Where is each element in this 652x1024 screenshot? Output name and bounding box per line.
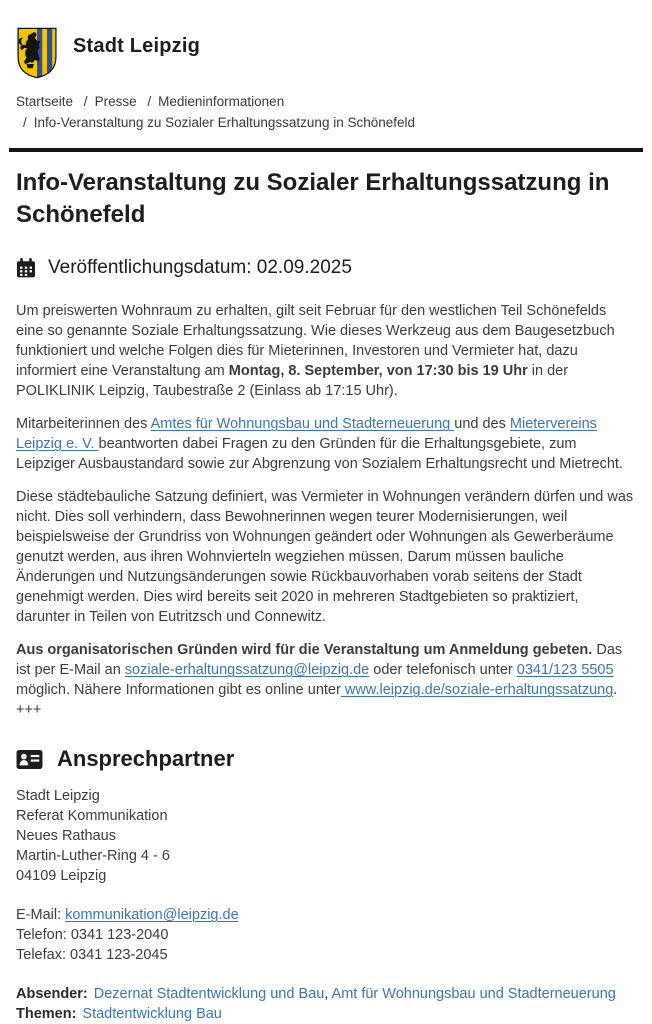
paragraph-text: beantworten dabei Fragen zu den Gründen für die Erhaltungsgebiete, zum Leipziger Ausbaustandard sowie zur Abgrenzung von Sozialem Erhaltungsrecht und Mietrecht. bbox=[16, 436, 623, 473]
paragraph-text: möglich. Nähere Informationen gibt es online unter bbox=[16, 682, 341, 699]
breadcrumb-item-presse bbox=[77, 94, 137, 109]
breadcrumb-separator: / bbox=[23, 114, 27, 130]
address-line: Neues Rathaus bbox=[16, 828, 116, 845]
page bbox=[0, 0, 652, 134]
paragraph-text: . +++ bbox=[16, 682, 618, 719]
breadcrumb-current-page: Info-Veranstaltung zu Sozialer Erhaltungssatzung in Schönefeld bbox=[33, 114, 416, 130]
publish-date bbox=[48, 257, 352, 279]
header-divider bbox=[9, 148, 643, 152]
fax-line: Telefax: 0341 123-2045 bbox=[16, 947, 168, 964]
site-header bbox=[16, 0, 636, 79]
link-email-erhaltungssatzung[interactable]: soziale-erhaltungssatzung@leipzig.de bbox=[124, 662, 370, 679]
breadcrumb-item-startseite bbox=[16, 94, 73, 109]
link-amt-wohnungsbau[interactable]: Amtes für Wohnungsbau und Stadterneuerung bbox=[150, 416, 455, 433]
themen-label: Themen: bbox=[16, 1006, 77, 1023]
paragraph-text: in der POLIKLINIK Leipzig, Taubestraße 2 (Einlass ab 17:15 Uhr). bbox=[16, 363, 569, 400]
calendar-icon bbox=[16, 258, 36, 278]
publish-date-value: 02.09.2025 bbox=[256, 257, 352, 279]
publish-date-row bbox=[16, 257, 636, 279]
paragraph-satzung: Diese städtebauliche Satzung definiert, was Vermieter in Wohnungen verändern dürfen und was nicht. Dies soll verhindern, dass Bewohnerinnen wegen teurer Modernisierungen, weil beispielsweise der Grundriss von Wohnungen geändert oder Wohnungen als Gewerberäume genutzt werden, aus ihren Wohnvierteln wegziehen müssen. Darum müssen bauliche Änderungen und Nutzungsänderungen sowie Rückbauvorhaben vorab seitens der Stadt genehmigt werden. Dies wird bereits seit 2020 in mehreren Stadtgebieten so praktiziert, darunter in Teilen von Eutritzsch und Connewitz. bbox=[16, 489, 634, 626]
contact-section-header bbox=[16, 746, 636, 772]
address-line: Stadt Leipzig bbox=[16, 788, 100, 805]
paragraph-text: und des bbox=[454, 416, 510, 433]
publish-date-label: Veröffentlichungsdatum: bbox=[48, 257, 252, 279]
link-mieterverein[interactable]: Mietervereins Leipzig e. V. bbox=[16, 416, 597, 453]
leipzig-coat-of-arms-icon bbox=[16, 26, 58, 79]
breadcrumb-item-medieninformationen bbox=[140, 94, 284, 109]
address-line: 04109 Leipzig bbox=[16, 868, 107, 885]
email-label: E-Mail: bbox=[16, 907, 62, 924]
spacer bbox=[16, 886, 636, 905]
breadcrumb-item-current bbox=[16, 115, 415, 130]
page-title: Info-Veranstaltung zu Sozialer Erhaltungssatzung in Schönefeld bbox=[16, 168, 610, 228]
address-line: Martin-Luther-Ring 4 - 6 bbox=[16, 848, 170, 865]
contact-card-icon bbox=[16, 749, 43, 770]
themen-link[interactable]: Stadtentwicklung Bau bbox=[82, 1006, 222, 1023]
contact-block bbox=[16, 786, 636, 1024]
paragraph-text: Das ist per E-Mail an bbox=[16, 642, 623, 679]
absender-link-amt[interactable]: Amt für Wohnungsbau und Stadterneuerung bbox=[331, 986, 616, 1003]
breadcrumb-separator: / bbox=[83, 94, 88, 109]
anmeldung-bold: Aus organisatorischen Gründen wird für die Veranstaltung um Anmeldung gebeten. bbox=[16, 642, 593, 659]
paragraph-text: Um preiswerten Wohnraum zu erhalten, gilt seit Februar für den westlichen Teil Schönefelds eine so genannte Soziale Erhaltungssatzung. Wie dieses Werkzeug aus dem Baugesetzbuch funktioniert und welche Folgen dies für Mieterinnen, Investoren und Vermieter hat, dazu informiert eine Veranstaltung am bbox=[16, 303, 615, 380]
breadcrumb bbox=[16, 92, 636, 134]
absender-line bbox=[16, 984, 636, 1004]
link-phone-5505[interactable]: 0341/123 5505 bbox=[516, 662, 614, 679]
paragraph-text: Mitarbeiterinnen des bbox=[16, 416, 151, 433]
breadcrumb-link-startseite[interactable]: Startseite bbox=[16, 94, 74, 109]
spacer bbox=[16, 965, 636, 984]
link-leipzig-url[interactable]: www.leipzig.de/soziale-erhaltungssatzung bbox=[340, 682, 614, 699]
email-line bbox=[16, 905, 636, 925]
themen-line bbox=[16, 1004, 636, 1024]
phone-line: Telefon: 0341 123-2040 bbox=[16, 927, 169, 944]
contact-heading: Ansprechpartner bbox=[57, 746, 235, 772]
paragraph-intro bbox=[16, 301, 636, 401]
paragraph-participants bbox=[16, 414, 636, 474]
email-link[interactable]: kommunikation@leipzig.de bbox=[65, 907, 239, 924]
address-line: Referat Kommunikation bbox=[16, 808, 168, 825]
breadcrumb-link-medieninformationen[interactable]: Medieninformationen bbox=[158, 94, 285, 109]
paragraph-anmeldung bbox=[16, 640, 636, 720]
absender-link-dezernat[interactable]: Dezernat Stadtentwicklung und Bau bbox=[93, 986, 325, 1003]
absender-separator: , bbox=[324, 986, 332, 1003]
absender-label: Absender: bbox=[16, 986, 88, 1003]
breadcrumb-separator: / bbox=[147, 94, 152, 109]
breadcrumb-link-presse[interactable]: Presse bbox=[94, 94, 137, 109]
logo-link[interactable] bbox=[16, 26, 200, 79]
paragraph-text: oder telefonisch unter bbox=[369, 662, 517, 679]
event-datetime-bold: Montag, 8. September, von 17:30 bis 19 Uhr bbox=[228, 363, 528, 380]
site-name: Stadt Leipzig bbox=[73, 35, 201, 57]
